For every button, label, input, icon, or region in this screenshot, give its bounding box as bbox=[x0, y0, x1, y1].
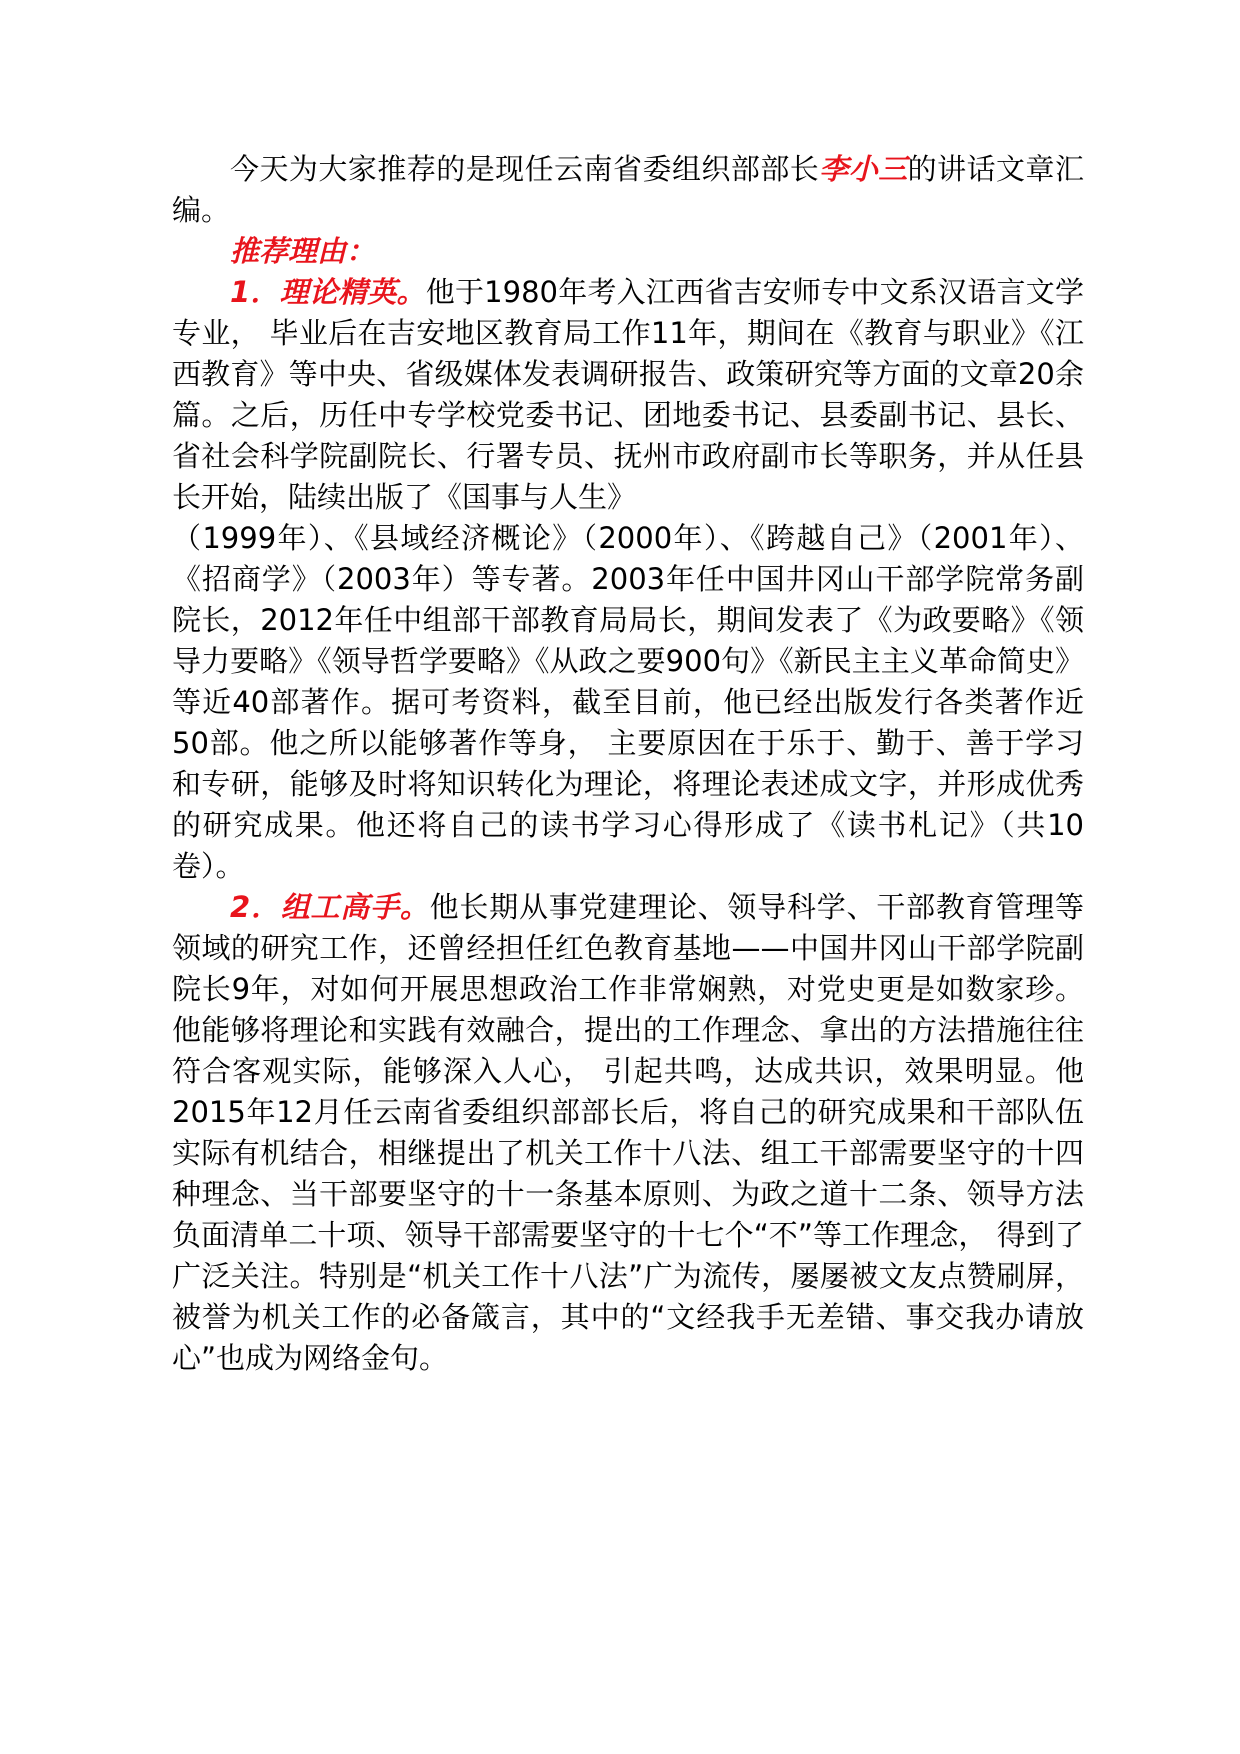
document-body bbox=[172, 149, 1084, 1379]
reason-1-body-part-1: 他于1980年考入江西省吉安师专中文系汉语言文学专业， 毕业后在吉安地区教育局工作11年，期间在《教育与职业》《江西教育》等中央、省级媒体发表调研报告、政策研究等方面的文章20余篇。之后，历任中专学校党委书记、团地委书记、县委副书记、县长、省社会科学院副院长、行署专员、抚州市政府副市长等职务，并从任县长开始，陆续出版了《国事与人生》 bbox=[172, 275, 1084, 514]
reasons-title-paragraph bbox=[172, 231, 1084, 272]
intro-text-after: 的讲话文章汇编。 bbox=[172, 152, 1084, 227]
official-name: 李小三 bbox=[819, 152, 908, 186]
reason-2-body: 他长期从事党建理论、领导科学、干部教育管理等领域的研究工作，还曾经担任红色教育基地——中国井冈山干部学院副院长9年，对如何开展思想政治工作非常娴熟，对党史更是如数家珍。他能够将理论和实践有效融合，提出的工作理念、拿出的方法措施往往符合客观实际，能够深入人心， 引起共鸣，达成共识，效果明显。他2015年12月任云南省委组织部部长后，将自己的研究成果和干部队伍实际有机结合，相继提出了机关工作十八法、组工干部需要坚守的十四种理念、当干部要坚守的十一条基本原则、为政之道十二条、领导方法负面清单二十项、领导干部需要坚守的十七个“不”等工作理念， 得到了广泛关注。特别是“机关工作十八法”广为流传，屡屡被文友点赞刷屏， 被誉为机关工作的必备箴言，其中的“文经我手无差错、事交我办请放心”也成为网络金句。 bbox=[172, 890, 1084, 1375]
intro-text-before: 今天为大家推荐的是现任云南省委组织部部长 bbox=[230, 152, 820, 186]
intro-paragraph bbox=[172, 149, 1084, 231]
reasons-title: 推荐理由： bbox=[230, 234, 376, 268]
reason-1-heading: 1．理论精英。 bbox=[230, 275, 426, 309]
reason-1-continuation-paragraph bbox=[172, 518, 1084, 887]
reason-1-body-part-2: （1999年）、《县域经济概论》（2000年）、《跨越自己》（2001年）、《招商学》（2003年）等专著。2003年任中国井冈山干部学院常务副院长，2012年任中组部干部教育局局长，期间发表了《为政要略》《领导力要略》《领导哲学要略》《从政之要900句》《新民主主义革命简史》等近40部著作。据可考资料，截至目前，他已经出版发行各类著作近50部。他之所以能够著作等身， 主要原因在于乐于、勤于、善于学习和专研，能够及时将知识转化为理论，将理论表述成文字，并形成优秀的研究成果。他还将自己的读书学习心得形成了《读书札记》（共10卷）。 bbox=[172, 521, 1084, 883]
reason-2-heading: 2．组工高手。 bbox=[230, 890, 430, 924]
reason-1-paragraph bbox=[172, 272, 1084, 518]
reason-2-paragraph bbox=[172, 887, 1084, 1379]
